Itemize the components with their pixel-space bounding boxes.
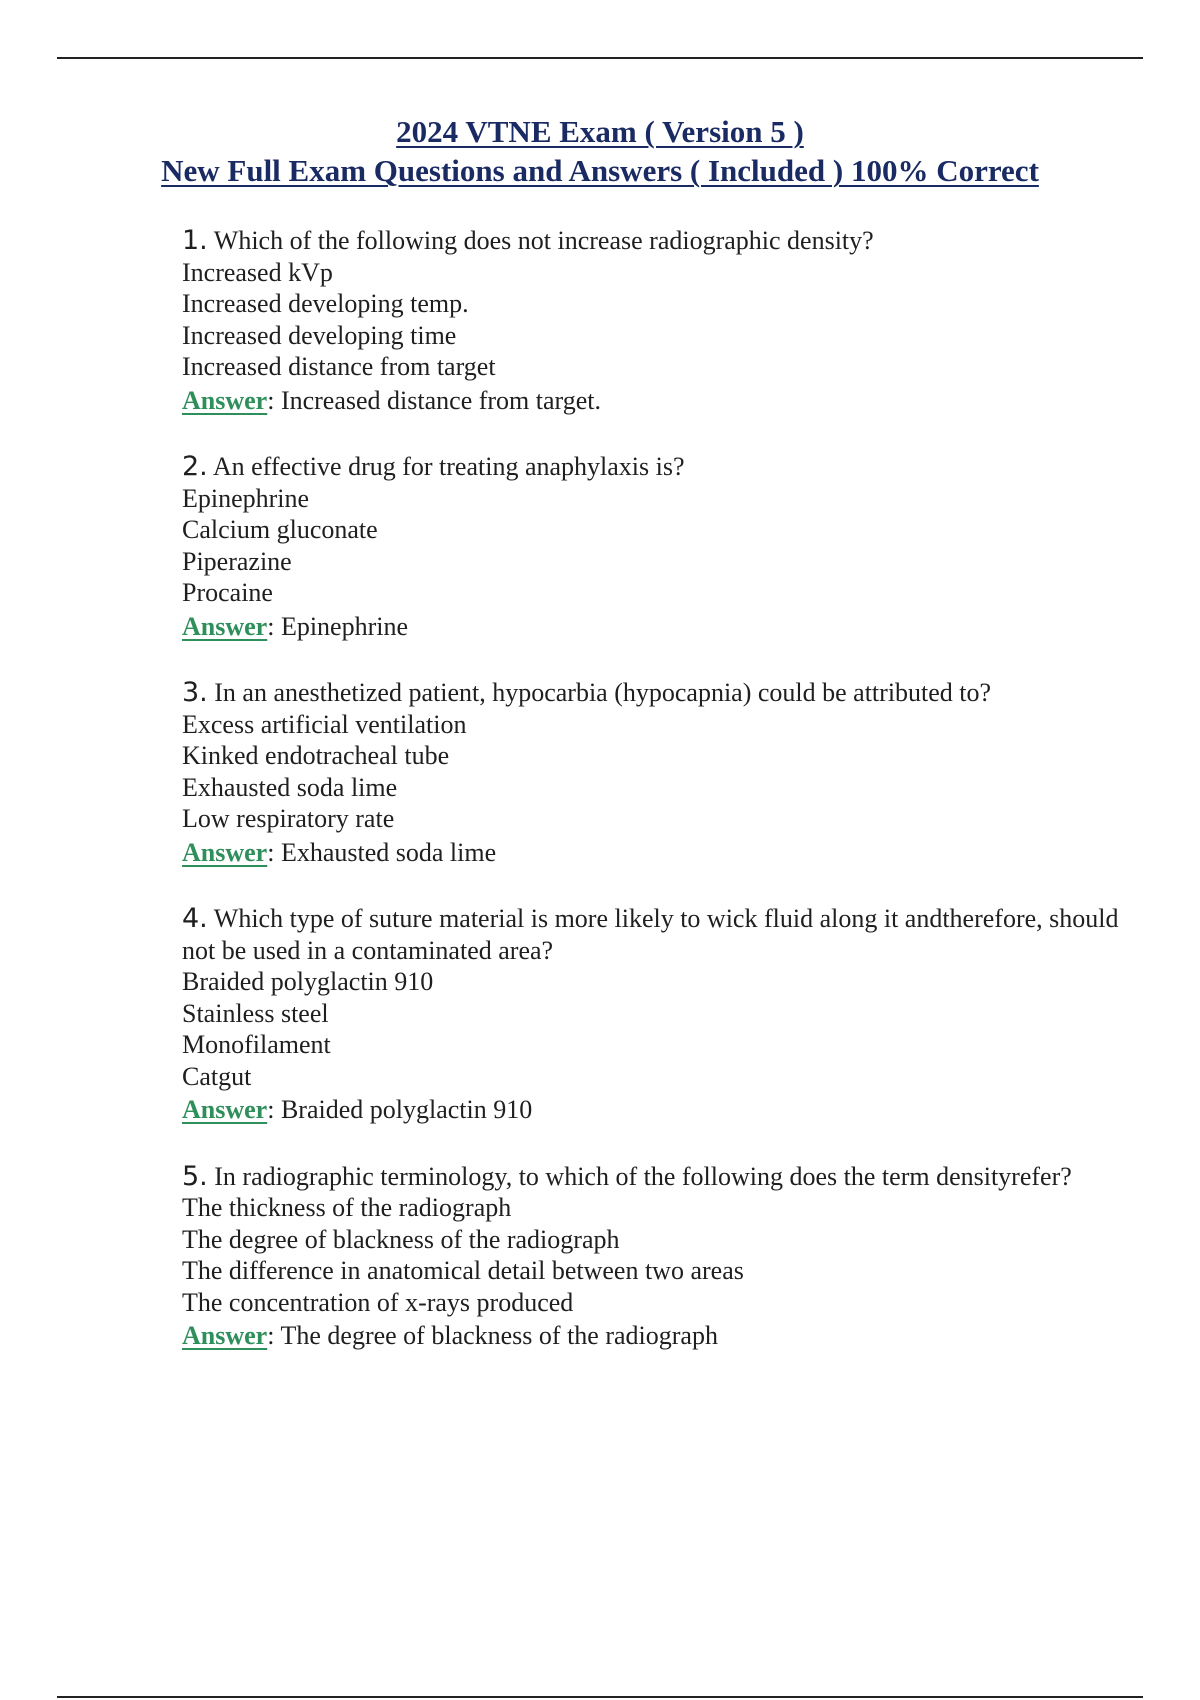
answer-label: Answer [182,1321,268,1350]
option: Increased developing time [182,320,457,350]
answer-text: The degree of blackness of the radiograph [280,1321,718,1350]
option: Monofilament [182,1030,331,1059]
option: The degree of blackness of the radiograph [182,1224,620,1254]
answer-label: Answer [182,837,268,867]
question-number: 4. [182,903,208,934]
question-text: In radiographic terminology, to which of the following does the term densityrefer? [214,1161,1072,1191]
answer-line [182,1320,1132,1352]
question-1 [182,225,1132,416]
option: Excess artificial ventilation [182,709,467,739]
question-number: 1. [182,225,208,256]
option: Braided polyglactin 910 [182,967,434,996]
answer-text: Braided polyglactin 910 [280,1095,533,1124]
answer-separator: : [267,1321,281,1350]
question-stem [182,1161,1132,1193]
question-number: 5. [182,1160,208,1192]
question-stem [182,903,1132,966]
option: Increased developing temp. [182,289,469,318]
top-rule [57,57,1143,59]
document-title [0,112,1200,190]
option: Calcium gluconate [182,515,378,544]
answer-separator: : [267,611,281,641]
question-text: Which type of suture material is more likely to wick fluid along it andtherefore, should not be used in a contaminated area? [182,904,1119,965]
option: Exhausted soda lime [182,772,398,802]
answer-label: Answer [182,611,268,641]
question-stem [182,677,1132,709]
answer-line [182,1094,1132,1126]
question-text: Which of the following does not increase radiographic density? [213,226,874,255]
answer-line [182,611,1132,643]
option: Stainless steel [182,998,329,1028]
question-3 [182,677,1132,868]
option: The concentration of x-rays produced [182,1287,574,1317]
question-2 [182,451,1132,642]
option: Kinked endotracheal tube [182,741,450,770]
title-line-1: 2024 VTNE Exam ( Version 5 ) [396,114,804,149]
answer-label: Answer [182,1095,268,1124]
option: Piperazine [182,546,292,576]
answer-text: Exhausted soda lime [280,837,497,867]
option: Low respiratory rate [182,804,395,833]
answer-text: Increased distance from target. [280,385,601,415]
option: Increased distance from target [182,352,496,381]
answer-line [182,837,1132,869]
answer-separator: : [267,1095,281,1124]
option: Epinephrine [182,483,310,513]
question-number: 3. [182,677,208,708]
question-text: In an anesthetized patient, hypocarbia (hypocapnia) could be attributed to? [214,678,992,707]
answer-line [182,385,1132,417]
option: The difference in anatomical detail between two areas [182,1256,744,1285]
title-line-2: New Full Exam Questions and Answers ( Included ) 100% Correct [161,153,1039,188]
question-list [182,225,1132,1387]
option: Increased kVp [182,257,333,287]
answer-separator: : [267,385,281,415]
question-stem [182,451,1132,483]
answer-label: Answer [182,385,268,415]
question-text: An effective drug for treating anaphylaxis is? [212,452,685,481]
bottom-rule [57,1696,1143,1698]
question-stem [182,225,1132,257]
option: The thickness of the radiograph [182,1193,512,1222]
question-number: 2. [182,451,208,482]
answer-text: Epinephrine [280,611,409,641]
option: Catgut [182,1061,252,1091]
question-5 [182,1161,1132,1352]
option: Procaine [182,578,273,607]
answer-separator: : [267,837,281,867]
question-4 [182,903,1132,1126]
